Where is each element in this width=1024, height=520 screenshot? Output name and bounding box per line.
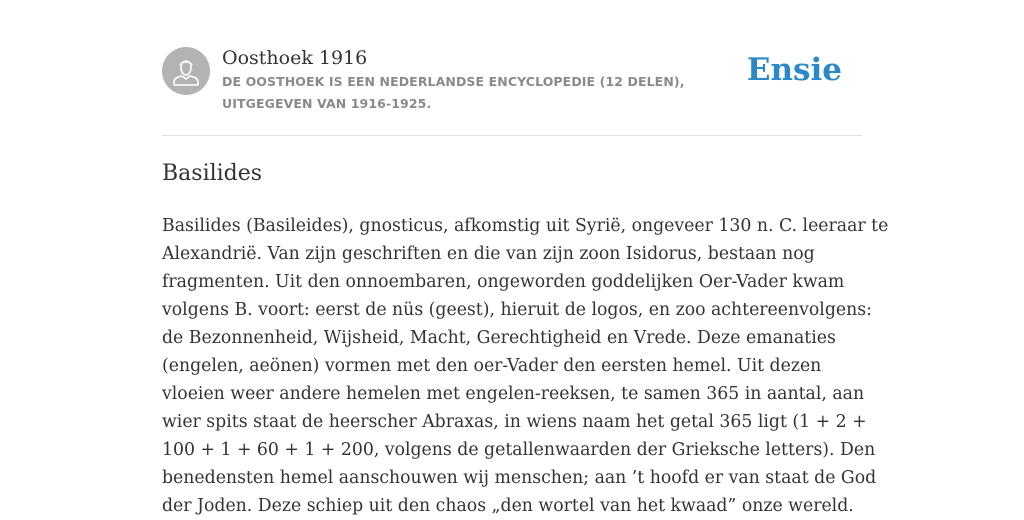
article-line: 100 + 1 + 60 + 1 + 200, volgens de getallenwaarden der Grieksche letters). Den bbox=[162, 440, 876, 460]
article-line: vloeien weer andere hemelen met engelen-reeksen, te samen 365 in aantal, aan bbox=[162, 384, 865, 404]
article-body bbox=[162, 212, 889, 520]
article-line: volgens B. voort: eerst de nüs (geest), hieruit de logos, en zoo achtereenvolgens: bbox=[162, 300, 872, 320]
header-divider bbox=[162, 135, 862, 136]
article-line: fragmenten. Uit den onnoembaren, ongeworden goddelijken Oer-Vader kwam bbox=[162, 272, 845, 292]
article-line: der Joden. Deze schiep uit den chaos „den wortel van het kwaad” onze wereld. bbox=[162, 496, 854, 516]
article-line: benedensten hemel aanschouwen wij menschen; aan ’t hoofd er van staat de God bbox=[162, 468, 877, 488]
article-line: Basilides (Basileides), gnosticus, afkomstig uit Syrië, ongeveer 130 n. C. leeraar te bbox=[162, 216, 889, 236]
article-line: (engelen, aeönen) vormen met den oer-Vader den eersten hemel. Uit dezen bbox=[162, 356, 822, 376]
ensie-logo-link[interactable]: Ensie bbox=[746, 52, 842, 88]
source-avatar[interactable] bbox=[162, 47, 210, 95]
article-line: de Bezonnenheid, Wijsheid, Macht, Gerechtigheid en Vrede. Deze emanaties bbox=[162, 328, 836, 348]
source-name-link[interactable]: Oosthoek 1916 bbox=[222, 47, 368, 69]
article-title: Basilides bbox=[162, 161, 263, 186]
article-line: Alexandrië. Van zijn geschriften en die van zijn zoon Isidorus, bestaan nog bbox=[162, 244, 815, 264]
article-line: wier spits staat de heerscher Abraxas, in wiens naam het getal 365 ligt (1 + 2 + bbox=[162, 412, 867, 432]
user-silhouette-icon bbox=[162, 47, 210, 95]
source-description: DE OOSTHOEK IS EEN NEDERLANDSE ENCYCLOPEDIE (12 DELEN), UITGEGEVEN VAN 1916-1925. bbox=[222, 74, 685, 111]
source-header bbox=[162, 46, 862, 136]
